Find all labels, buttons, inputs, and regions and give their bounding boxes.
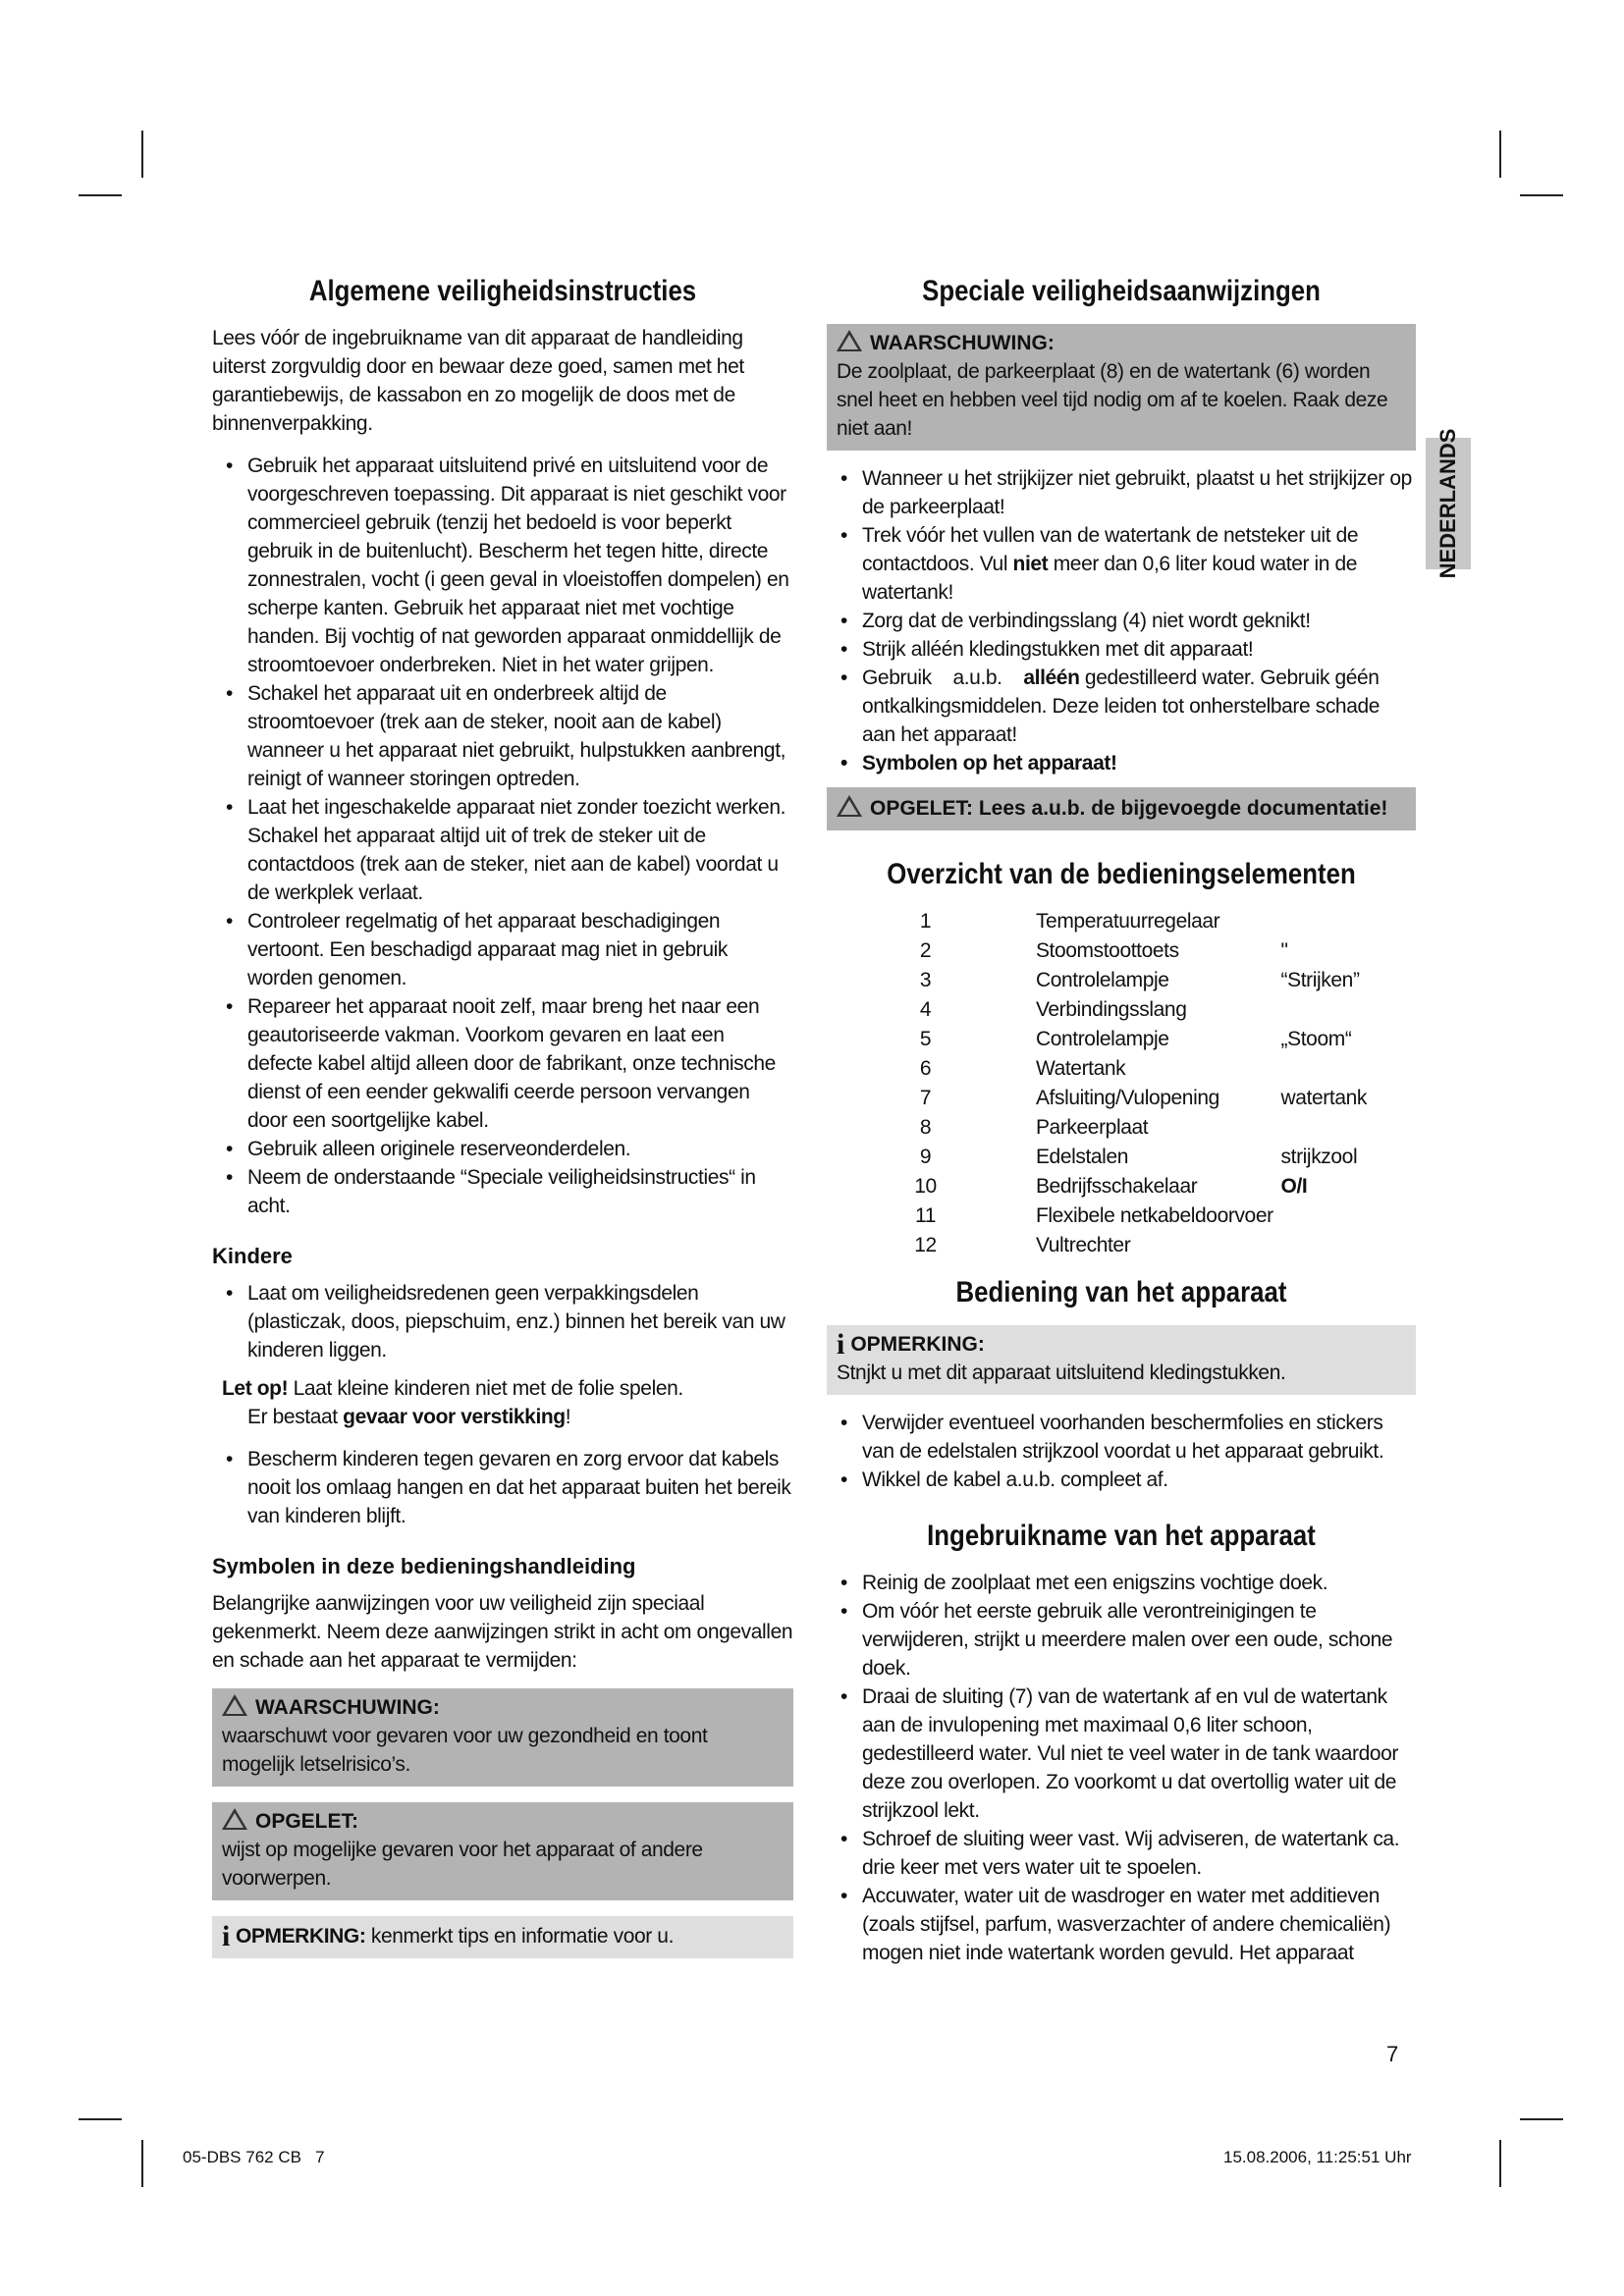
list-item: • Schakel het apparaat uit en onderbreek altijd de stroomtoevoer (trek aan de steker, nooit aan de kabel) wanneer u het apparaat niet gebruikt, hulpstukken aanbrengt, reinigt of wanneer storingen optreden. bbox=[212, 679, 793, 793]
part-name: Watertank bbox=[1035, 1057, 1126, 1080]
crop-mark bbox=[1499, 2140, 1501, 2187]
special-safety-list bbox=[827, 464, 1416, 777]
part-detail bbox=[1281, 1231, 1416, 1260]
part-name: Temperatuurregelaar bbox=[1035, 910, 1220, 933]
part-name: Vultrechter bbox=[1035, 1234, 1131, 1256]
list-item: • Gebruik het apparaat uitsluitend privé en uitsluitend voor de voorgeschreven toepassing. Dit apparaat is niet geschikt voor commercieel gebruik (tenzij het bedoeld is voor beperkt gebruik in de buitenlucht). Bescherm het tegen hitte, directe zonnestralen, vocht (i geen geval in vloeistoffen dompelen) en scherpe kanten. Gebruik het apparaat niet met vochtige handen. Bij vochtig of nat geworden apparaat onmiddellijk de stroomtoevoer onderbreken. Niet in het water grijpen. bbox=[212, 452, 793, 679]
parts-row bbox=[827, 1113, 1416, 1143]
parts-row bbox=[827, 1172, 1416, 1201]
part-detail: “Strijken” bbox=[1280, 969, 1360, 991]
list-item: • Om vóór het eerste gebruik alle verontreinigingen te verwijderen, strijkt u meerdere malen over een oude, schone doek. bbox=[827, 1597, 1416, 1682]
caution-docs-text: OPGELET: Lees a.u.b. de bijgevoegde documentatie! bbox=[870, 797, 1388, 820]
list-item: • Wanneer u het strijkijzer niet gebruikt, plaatst u het strijkijzer op de parkeerplaat! bbox=[827, 464, 1416, 521]
crop-mark bbox=[79, 2118, 122, 2120]
section-title-operation: Bediening van het apparaat bbox=[955, 1276, 1287, 1308]
part-name: Edelstalen bbox=[1035, 1146, 1129, 1168]
symbols-intro: Belangrijke aanwijzingen voor uw veiligheid zijn speciaal gekenmerkt. Neem deze aanwijzingen strikt in acht om ongevallen en schade aan het apparaat te vermijden: bbox=[212, 1592, 793, 1672]
part-number: 7 bbox=[919, 1087, 932, 1109]
warning-box bbox=[212, 1688, 793, 1787]
note-heading: OPMERKING: bbox=[235, 1925, 366, 1948]
note-text: Stnjkt u met dit apparaat uitsluitend kledingstukken. bbox=[837, 1362, 1286, 1384]
warning-heading: WAARSCHUWING: bbox=[870, 332, 1055, 354]
footer-left: 05-DBS 762 CB 7 bbox=[183, 2148, 325, 2166]
crop-mark bbox=[79, 194, 122, 196]
let-op-text: Laat kleine kinderen niet met de folie spelen. bbox=[288, 1377, 683, 1400]
part-number: 8 bbox=[919, 1116, 932, 1139]
list-item-text: gedestilleerd water. Gebruik géén ontkalkingsmiddelen. Deze leiden tot onherstelbare schade aan het apparaat! bbox=[862, 667, 1380, 746]
warning-text: waarschuwt voor gevaren voor uw gezondheid en toont mogelijk letselrisico’s. bbox=[222, 1725, 708, 1776]
warning-heading: WAARSCHUWING: bbox=[255, 1696, 440, 1719]
part-detail bbox=[1281, 1054, 1416, 1084]
caution-text: wijst op mogelijke gevaren voor het apparaat of andere voorwerpen. bbox=[222, 1839, 703, 1890]
children-list-2 bbox=[212, 1445, 793, 1530]
list-item-text: meer dan 0,6 liter koud water in de watertank! bbox=[862, 553, 1358, 604]
note-heading: OPMERKING: bbox=[850, 1333, 985, 1356]
part-name: Parkeerplaat bbox=[1035, 1116, 1149, 1139]
part-detail bbox=[1281, 1201, 1416, 1231]
part-name: Afsluiting/Vulopening bbox=[1035, 1087, 1219, 1109]
list-item-bold: niet bbox=[1012, 553, 1049, 575]
crop-mark bbox=[1520, 194, 1563, 196]
caution-triangle-icon bbox=[222, 1808, 247, 1830]
list-item: • Zorg dat de verbindingsslang (4) niet wordt geknikt! bbox=[827, 607, 1416, 635]
part-number: 2 bbox=[919, 939, 932, 962]
list-item: • Schroef de sluiting weer vast. Wij adviseren, de watertank ca. drie keer met vers water uit te spoelen. bbox=[827, 1825, 1416, 1882]
list-item: • Repareer het apparaat nooit zelf, maar breng het naar een geautoriseerde vakman. Voorkom gevaren en laat een defecte kabel altijd alleen door de fabrikant, onze technische dienst of een eender gekwalifi ceerde persoon vervangen door een soortgelijke kabel. bbox=[212, 992, 793, 1135]
parts-row bbox=[827, 907, 1416, 936]
left-column bbox=[212, 275, 793, 1972]
operation-note-box bbox=[827, 1325, 1416, 1395]
section-title-symbols: Symbolen in deze bedieningshandleiding bbox=[212, 1554, 636, 1578]
warning-box-hot bbox=[827, 324, 1416, 451]
list-item: • Gebruik alleen originele reserveonderdelen. bbox=[212, 1135, 793, 1163]
parts-row bbox=[827, 966, 1416, 995]
caution-box-docs bbox=[827, 787, 1416, 830]
let-op-line2-prefix: Er bestaat bbox=[247, 1406, 344, 1428]
part-number: 4 bbox=[919, 998, 932, 1021]
list-item bbox=[827, 521, 1416, 607]
caution-heading: OPGELET: bbox=[255, 1810, 359, 1833]
warning-triangle-icon bbox=[222, 1694, 247, 1716]
section-title-overview: Overzicht van de bedieningselementen bbox=[887, 858, 1356, 890]
right-column bbox=[827, 275, 1416, 1977]
part-number: 9 bbox=[919, 1146, 932, 1168]
list-item bbox=[827, 664, 1416, 749]
list-item: • Bescherm kinderen tegen gevaren en zorg ervoor dat kabels nooit los omlaag hangen en dat het apparaat buiten het bereik van kinderen blijft. bbox=[212, 1445, 793, 1530]
part-number: 12 bbox=[914, 1234, 937, 1256]
list-item: • Neem de onderstaande “Speciale veiligheidsinstructies“ in acht. bbox=[212, 1163, 793, 1220]
let-op-line2-bold: gevaar voor verstikking bbox=[343, 1406, 566, 1428]
list-item-bold: alléén bbox=[1023, 667, 1080, 689]
list-item: • Controleer regelmatig of het apparaat beschadigingen vertoont. Een beschadigd apparaat mag niet in gebruik worden genomen. bbox=[212, 907, 793, 992]
crop-mark bbox=[1499, 131, 1501, 178]
let-op-note bbox=[222, 1374, 793, 1431]
part-detail: „Stoom“ bbox=[1280, 1028, 1352, 1050]
parts-row bbox=[827, 1084, 1416, 1113]
part-name: Controlelampje bbox=[1035, 969, 1169, 991]
list-item: • Draai de sluiting (7) van de watertank af en vul de watertank aan de invulopening met maximaal 0,6 liter schoon, gedestilleerd water. Vul niet te veel water in de tank waardoor deze zou overlopen. Zo voorkomt u dat overtollig water uit de strijkzool lekt. bbox=[827, 1682, 1416, 1825]
caution-box bbox=[212, 1802, 793, 1900]
intro-paragraph: Lees vóór de ingebruikname van dit apparaat de handleiding uiterst zorgvuldig door en bewaar deze goed, samen met het garantiebewijs, de kassabon en zo mogelijk de doos met de binnenverpakking. bbox=[212, 327, 744, 435]
crop-mark bbox=[1520, 2118, 1563, 2120]
note-box bbox=[212, 1916, 793, 1958]
crop-mark bbox=[141, 131, 143, 178]
part-name: Verbindingsslang bbox=[1035, 998, 1187, 1021]
caution-triangle-icon bbox=[837, 795, 862, 817]
part-number: 11 bbox=[914, 1204, 936, 1227]
section-title-special-safety: Speciale veiligheidsaanwijzingen bbox=[922, 275, 1321, 307]
operation-list bbox=[827, 1409, 1416, 1494]
parts-row bbox=[827, 936, 1416, 966]
list-item: • Accuwater, water uit de wasdroger en water met additieven (zoals stijfsel, parfum, wasverzachter of andere chemicaliën) mogen niet inde watertank worden gevuld. Het apparaat bbox=[827, 1882, 1416, 1967]
part-name: Stoomstoottoets bbox=[1035, 939, 1179, 962]
warning-triangle-icon bbox=[837, 330, 862, 351]
parts-row bbox=[827, 1143, 1416, 1172]
page-number: 7 bbox=[1386, 2042, 1399, 2066]
list-item: • Symbolen op het apparaat! bbox=[827, 749, 1416, 777]
part-detail bbox=[1281, 907, 1416, 936]
list-item-text: Gebruik a.u.b. bbox=[862, 667, 1024, 689]
part-number: 10 bbox=[914, 1175, 937, 1198]
list-item: • Wikkel de kabel a.u.b. compleet af. bbox=[827, 1466, 1416, 1494]
children-list bbox=[212, 1279, 793, 1364]
note-text: kenmerkt tips en informatie voor u. bbox=[365, 1925, 675, 1948]
part-name: Bedrijfsschakelaar bbox=[1035, 1175, 1198, 1198]
part-number: 1 bbox=[919, 910, 932, 933]
parts-table bbox=[827, 907, 1416, 1260]
section-title-general-safety: Algemene veiligheidsinstructies bbox=[308, 275, 697, 307]
part-detail: O/I bbox=[1280, 1175, 1308, 1198]
parts-row bbox=[827, 995, 1416, 1025]
part-detail: watertank bbox=[1280, 1087, 1367, 1109]
part-detail bbox=[1281, 1113, 1416, 1143]
parts-row bbox=[827, 1025, 1416, 1054]
part-name: Controlelampje bbox=[1035, 1028, 1169, 1050]
part-detail: " bbox=[1280, 939, 1288, 962]
parts-row bbox=[827, 1201, 1416, 1231]
parts-row bbox=[827, 1231, 1416, 1260]
let-op-label: Let op! bbox=[222, 1377, 289, 1400]
crop-mark bbox=[141, 2140, 143, 2187]
part-number: 6 bbox=[919, 1057, 932, 1080]
section-title-children: Kindere bbox=[212, 1244, 293, 1268]
language-tab-label: NEDERLANDS bbox=[1435, 428, 1460, 579]
part-detail: strijkzool bbox=[1280, 1146, 1358, 1168]
info-icon: i bbox=[222, 1920, 230, 1952]
parts-row bbox=[827, 1054, 1416, 1084]
language-tab bbox=[1426, 428, 1471, 579]
startup-list bbox=[827, 1569, 1416, 1967]
info-icon: i bbox=[837, 1328, 845, 1361]
list-item: • Verwijder eventueel voorhanden beschermfolies en stickers van de edelstalen strijkzool voordat u het apparaat gebruikt. bbox=[827, 1409, 1416, 1466]
list-item: • Reinig de zoolplaat met een enigszins vochtige doek. bbox=[827, 1569, 1416, 1597]
list-item-text: Trek vóór het vullen van de watertank de netsteker uit de contactdoos. Vul bbox=[862, 524, 1359, 575]
part-name: Flexibele netkabeldoorvoer bbox=[1035, 1204, 1273, 1227]
warning-text: De zoolplaat, de parkeerplaat (8) en de watertank (6) worden snel heet en hebben veel tijd nodig om af te koelen. Raak deze niet aan! bbox=[837, 360, 1388, 440]
list-item: • Laat het ingeschakelde apparaat niet zonder toezicht werken. Schakel het apparaat altijd uit of trek de steker uit de contactdoos (trek aan de steker, niet aan de kabel) voordat u de werkplek verlaat. bbox=[212, 793, 793, 907]
general-safety-list bbox=[212, 452, 793, 1220]
list-item: • Laat om veiligheidsredenen geen verpakkingsdelen (plasticzak, doos, piepschuim, enz.) binnen het bereik van uw kinderen liggen. bbox=[212, 1279, 793, 1364]
footer-right: 15.08.2006, 11:25:51 Uhr bbox=[1223, 2148, 1412, 2166]
section-title-startup: Ingebruikname van het apparaat bbox=[927, 1520, 1316, 1552]
let-op-line2-suffix: ! bbox=[565, 1406, 571, 1428]
part-number: 3 bbox=[919, 969, 932, 991]
part-number: 5 bbox=[919, 1028, 932, 1050]
let-op-line2 bbox=[222, 1403, 793, 1431]
part-detail bbox=[1281, 995, 1416, 1025]
list-item: • Strijk alléén kledingstukken met dit apparaat! bbox=[827, 635, 1416, 664]
